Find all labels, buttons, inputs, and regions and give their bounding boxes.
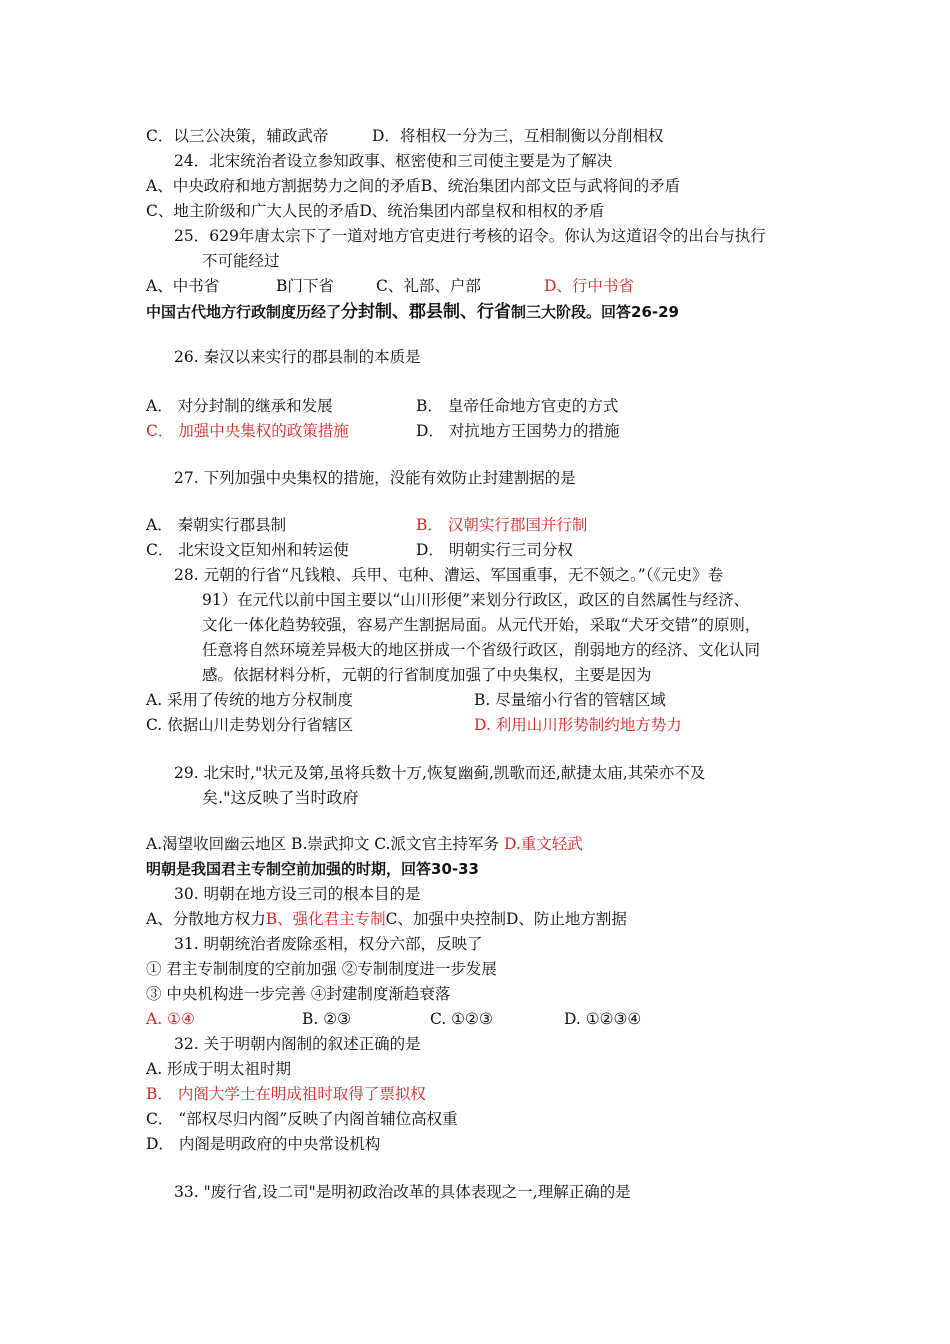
q28-option-b: B. 尽量缩小行省的管辖区域 [474, 691, 666, 709]
q29-options-abc: A.渴望收回幽云地区 B.崇武抑文 C.派文官主持军务 [146, 835, 504, 853]
q28-stem-line3: 文化一体化趋势较强，容易产生割据局面。从元代开始，采取“犬牙交错”的原则， [202, 616, 761, 634]
q28-option-d-answer: D. 利用山川形势制约地方势力 [474, 716, 682, 734]
q28-option-c: C. 依据山川走势划分行省辖区 [146, 716, 354, 734]
q31-option-b: B. ②③ [302, 1010, 352, 1028]
section-heading-part2: 分封制、郡县制、行省 [341, 302, 512, 322]
q26-stem: 26. 秦汉以来实行的郡县制的本质是 [174, 348, 421, 366]
q27-option-b-answer: B． 汉朝实行郡国并行制 [416, 516, 588, 534]
q29-stem-line1: 29. 北宋时,"状元及第,虽将兵数十万,恢复幽蓟,凯歌而还,献捷太庙,其荣亦不及 [174, 764, 706, 782]
q27-stem: 27. 下列加强中央集权的措施，没能有效防止封建割据的是 [174, 469, 576, 487]
q32-stem: 32. 关于明朝内阁制的叙述正确的是 [174, 1035, 421, 1053]
q24-options-ab: A、中央政府和地方割据势力之间的矛盾B、统治集团内部文臣与武将间的矛盾 [146, 177, 681, 195]
section-heading-local-admin [146, 302, 679, 322]
q24-options-cd: C、地主阶级和广大人民的矛盾D、统治集团内部皇权和相权的矛盾 [146, 202, 605, 220]
q26-option-d: D． 对抗地方王国势力的措施 [416, 422, 620, 440]
q26-option-c-answer: C． 加强中央集权的政策措施 [146, 422, 349, 440]
q25-stem: 25．629年唐太宗下了一道对地方官吏进行考核的诏令。你认为这道诏令的出台与执行 [174, 227, 766, 245]
q27-option-c: C． 北宋设文臣知州和转运使 [146, 541, 349, 559]
q30-options [146, 909, 627, 929]
q26-option-b: B． 皇帝任命地方官吏的方式 [416, 397, 619, 415]
q31-option-d: D. ①②③④ [564, 1010, 642, 1028]
section-heading-part1: 中国古代地方行政制度历经了 [146, 303, 342, 321]
q23-option-c: C．以三公决策，辅政武帝 [146, 127, 329, 145]
q28-option-a: A. 采用了传统的地方分权制度 [146, 691, 354, 709]
q33-stem: 33. "废行省,设二司"是明初政治改革的具体表现之一,理解正确的是 [174, 1183, 631, 1201]
q25-option-c: C、礼部、户部 [376, 277, 481, 295]
q29-stem-line2: 矣."这反映了当时政府 [202, 788, 359, 807]
q32-option-a: A. 形成于明太祖时期 [146, 1060, 292, 1078]
q32-option-c: C． “部权尽归内阁”反映了内阁首辅位高权重 [146, 1110, 458, 1128]
q27-option-d: D． 明朝实行三司分权 [416, 541, 573, 559]
q24-stem: 24．北宋统治者设立参知政事、枢密使和三司使主要是为了解决 [174, 152, 613, 170]
q23-option-d: D．将相权一分为三，互相制衡以分削相权 [372, 127, 664, 145]
q26-option-a: A． 对分封制的继承和发展 [146, 397, 333, 415]
q31-statements-34: ③ 中央机构进一步完善 ④封建制度渐趋衰落 [146, 985, 451, 1003]
q30-options-cd: C、加强中央控制D、防止地方割据 [385, 910, 627, 928]
q30-option-b-answer: B、强化君主专制 [265, 910, 386, 928]
q25-option-d-answer: D、行中书省 [544, 277, 634, 295]
q32-option-b-answer: B． 内阁大学士在明成祖时取得了票拟权 [146, 1085, 426, 1103]
q29-options [146, 834, 583, 854]
section-heading-ming: 明朝是我国君主专制空前加强的时期，回答30-33 [146, 860, 479, 878]
q31-option-a-answer: A. ①④ [146, 1010, 195, 1028]
q31-stem: 31. 明朝统治者废除丞相，权分六部，反映了 [174, 935, 483, 953]
q28-stem-line4: 任意将自然环境差异极大的地区拼成一个省级行政区，削弱地方的经济、文化认同 [202, 641, 761, 659]
q31-option-c: C. ①②③ [430, 1010, 493, 1028]
section-heading-part3: 制三大阶段。回答26-29 [511, 303, 679, 321]
q31-statements-12: ① 君主专制制度的空前加强 ②专制制度进一步发展 [146, 960, 497, 978]
q28-stem-line2: 91）在元代以前中国主要以“山川形便”来划分行政区，政区的自然属性与经济、 [202, 591, 750, 609]
q32-option-d: D． 内阁是明政府的中央常设机构 [146, 1135, 381, 1153]
q25-stem-cont: 不可能经过 [202, 252, 280, 270]
q30-option-a: A、分散地方权力 [146, 910, 266, 928]
q25-option-a: A、中书省 [146, 277, 220, 295]
q28-stem-line5: 感。依据材料分析，元朝的行省制度加强了中央集权，主要是因为 [202, 666, 652, 684]
q28-stem-line1: 28. 元朝的行省“凡钱粮、兵甲、屯种、漕运、军国重事，无不领之。”（《元史》卷 [174, 566, 724, 584]
q25-option-b: B门下省 [276, 277, 334, 295]
q29-option-d-answer: D.重文轻武 [503, 835, 583, 853]
q30-stem: 30. 明朝在地方设三司的根本目的是 [174, 885, 421, 903]
q27-option-a: A． 秦朝实行郡县制 [146, 516, 287, 534]
